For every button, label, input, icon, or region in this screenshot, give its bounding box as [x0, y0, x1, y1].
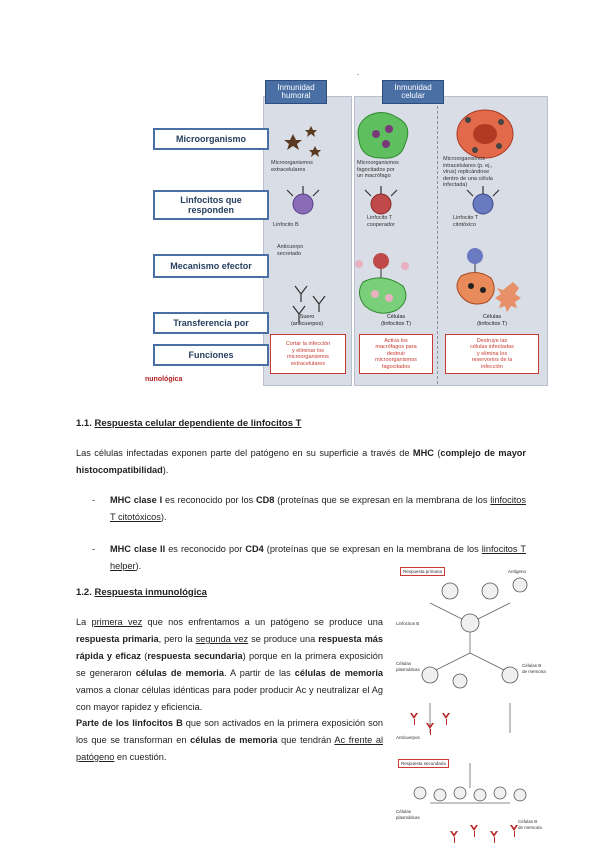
figure-dot: . [357, 68, 360, 77]
label-b-lymphocytes: Linfocitos B [396, 621, 420, 626]
heading-1-1: 1.1. Respuesta celular dependiente de linfocitos T [76, 418, 302, 429]
label-antibodies: Anticuerpos [396, 735, 420, 740]
paragraph-mhc: Las células infectadas exponen parte del patógeno en su superficie a través de MHC (complejo de mayor histocompatibilidad). [76, 448, 526, 475]
bullet-mhc-class-2: MHC clase II es reconocido por CD4 (proteínas que se expresan en la membrana de los linfocitos T helper). [110, 544, 527, 571]
row-label-transfer: Transferencia por [153, 312, 269, 334]
immunity-figure [153, 68, 548, 388]
primary-response-box: Respuesta primaria [400, 567, 445, 576]
activated-macrophage-icon [355, 253, 409, 313]
b-lymphocyte-icon [287, 186, 319, 214]
infected-cell-icon [457, 110, 513, 158]
killed-infected-cell-icon [457, 248, 521, 312]
macrophage-icon [358, 112, 408, 158]
extracellular-microbes-icon [284, 126, 321, 157]
transfer-cytotoxic: Células (linfocitos T) [477, 314, 507, 327]
function-humoral: Cortar la infección y eliminar los microorganismos extracelulares [270, 334, 346, 374]
row-label-effector-mechanism: Mecanismo efector [153, 254, 269, 278]
antibody-cluster-icon [410, 713, 518, 843]
paragraph-memory-cells: Parte de los linfocitos B que son activados en la primera exposición son los que se transforman en células de memoria que tendrán Ac frente al patógeno en cuestión. [76, 718, 383, 762]
label-plasma-cells: Células plasmáticas [396, 661, 420, 672]
function-cytotoxic: Destruye las células infectadas y elimina los reservorios de la infección [445, 334, 539, 374]
caption-helper-t: Linfocito T cooperador [367, 215, 395, 228]
row-label-functions: Funciones [153, 344, 269, 366]
heading-1-2: 1.2. Respuesta inmunológica [76, 587, 207, 598]
caption-secreted-antibody: Anticuerpo secretado [277, 244, 304, 257]
immune-response-figure [390, 563, 555, 845]
bullet-mhc-class-1: MHC clase I es reconocido por los CD8 (proteínas que se expresan en la membrana de los linfocitos T citotóxicos). [110, 495, 527, 522]
cytotoxic-t-cell-icon [467, 186, 499, 214]
bullet-dash-1: - [92, 495, 96, 505]
paragraph-primary-response: La primera vez que nos enfrentamos a un patógeno se produce una respuesta primaria, pero la segunda vez se produce una respuesta más rápida y eficaz (respuesta secundaria) porque en la primera exposición se generaron células de memoria. A partir de las células de memoria vamos a clonar células idénticas para poder producir Ac y neutralizar el Ag con mayor rapidez y eficiencia. [76, 617, 384, 712]
caption-b-lymphocyte: Linfocito B [273, 222, 299, 228]
row-label-responding-lymphocytes: Linfocitos que responden [153, 190, 269, 220]
caption-phagocytosed: Microorganismos fagocitados por un macrófago [357, 160, 399, 179]
secondary-response-box: Respuesta secundaria [398, 759, 449, 768]
caption-extracellular: Microorganismos extracelulares [271, 160, 313, 173]
caption-cytotoxic-t: Linfocito T citotóxico [453, 215, 479, 228]
label-plasma-cells-2: Células plasmáticas [396, 809, 420, 820]
row-label-microorganism: Microorganismo [153, 128, 269, 150]
transfer-helper: Células (linfocitos T) [381, 314, 411, 327]
helper-t-cell-icon [365, 186, 397, 214]
transfer-humoral: Suero (anticuerpos) [290, 314, 324, 327]
bullet-dash-2: - [92, 544, 96, 554]
response-illustrations [390, 563, 555, 845]
caption-intracellular: Microorganismos intracelulares (p. ej., virus) replicándose dentro de una célula infectada) [443, 156, 493, 188]
header-cellular: Inmunidad celular [382, 80, 444, 104]
figure-source: nunológica [145, 376, 183, 383]
function-helper: Activa los macrófagos para destruir microorganismos fagocitados [359, 334, 433, 374]
label-memory-b-cells-2: Células B de memoria [518, 819, 542, 830]
label-antigen: Antígeno [508, 569, 527, 574]
header-humoral: Inmunidad humoral [265, 80, 327, 104]
label-memory-b-cells: Células B de memoria [522, 663, 546, 674]
